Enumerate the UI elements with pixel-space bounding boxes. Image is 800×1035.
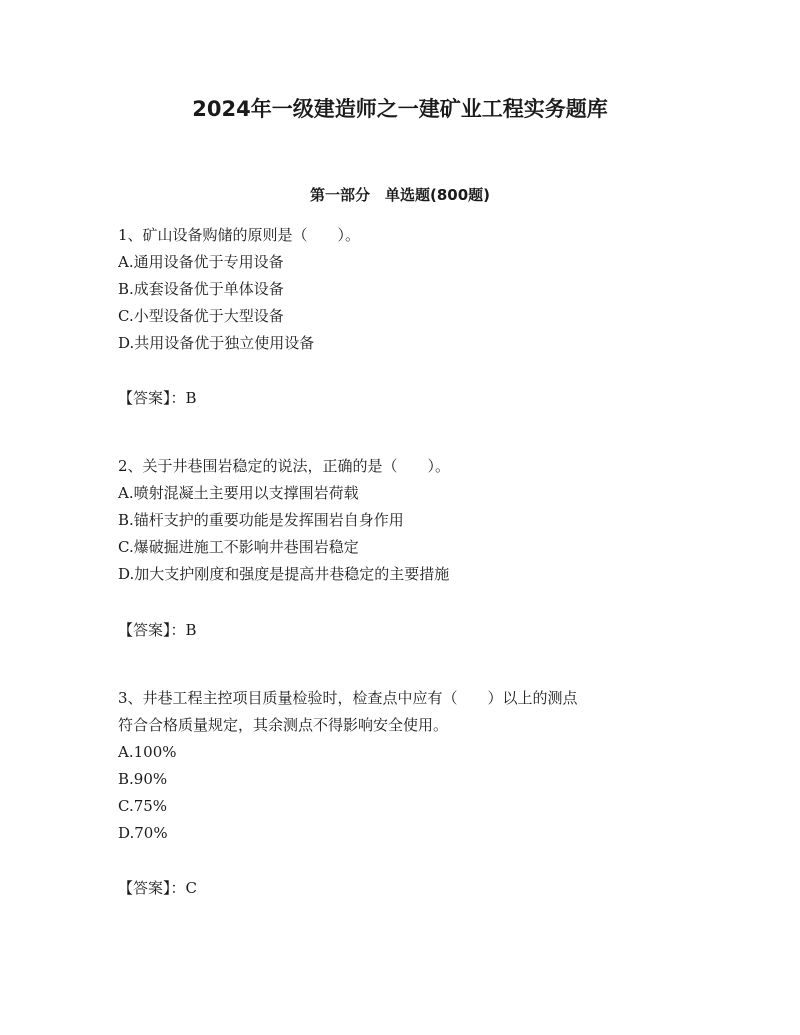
section-heading: 第一部分 单选题(800题) [309,186,491,204]
option-a: A.通用设备优于专用设备 [118,253,284,271]
option-b: B.90% [118,770,168,788]
option-d: D.共用设备优于独立使用设备 [118,334,315,352]
option-d: D.70% [118,824,168,842]
option-a: A.喷射混凝土主要用以支撑围岩荷载 [118,484,359,502]
question-stem-line-1: 3、井巷工程主控项目质量检验时，检查点中应有（ ）以上的测点 [118,689,578,707]
answer-2: 【答案】：B [118,621,197,639]
question-stem: 2、关于井巷围岩稳定的说法，正确的是（ ）。 [118,457,451,475]
document-title: 2024年一级建造师之一建矿业工程实务题库 [192,97,608,121]
question-2 [118,453,688,588]
option-a: A.100% [118,743,177,761]
option-c: C.爆破掘进施工不影响井巷围岩稳定 [118,538,359,556]
option-b: B.成套设备优于单体设备 [118,280,284,298]
question-stem-line-2: 符合合格质量规定，其余测点不得影响安全使用。 [118,716,449,734]
option-c: C.75% [118,797,168,815]
option-b: B.锚杆支护的重要功能是发挥围岩自身作用 [118,511,404,529]
question-stem: 1、矿山设备购储的原则是（ ）。 [118,226,361,244]
question-1 [118,222,688,357]
option-d: D.加大支护刚度和强度是提高井巷稳定的主要措施 [118,565,450,583]
question-3 [118,685,688,847]
answer-3: 【答案】：C [118,879,197,897]
answer-1: 【答案】：B [118,389,197,407]
option-c: C.小型设备优于大型设备 [118,307,284,325]
